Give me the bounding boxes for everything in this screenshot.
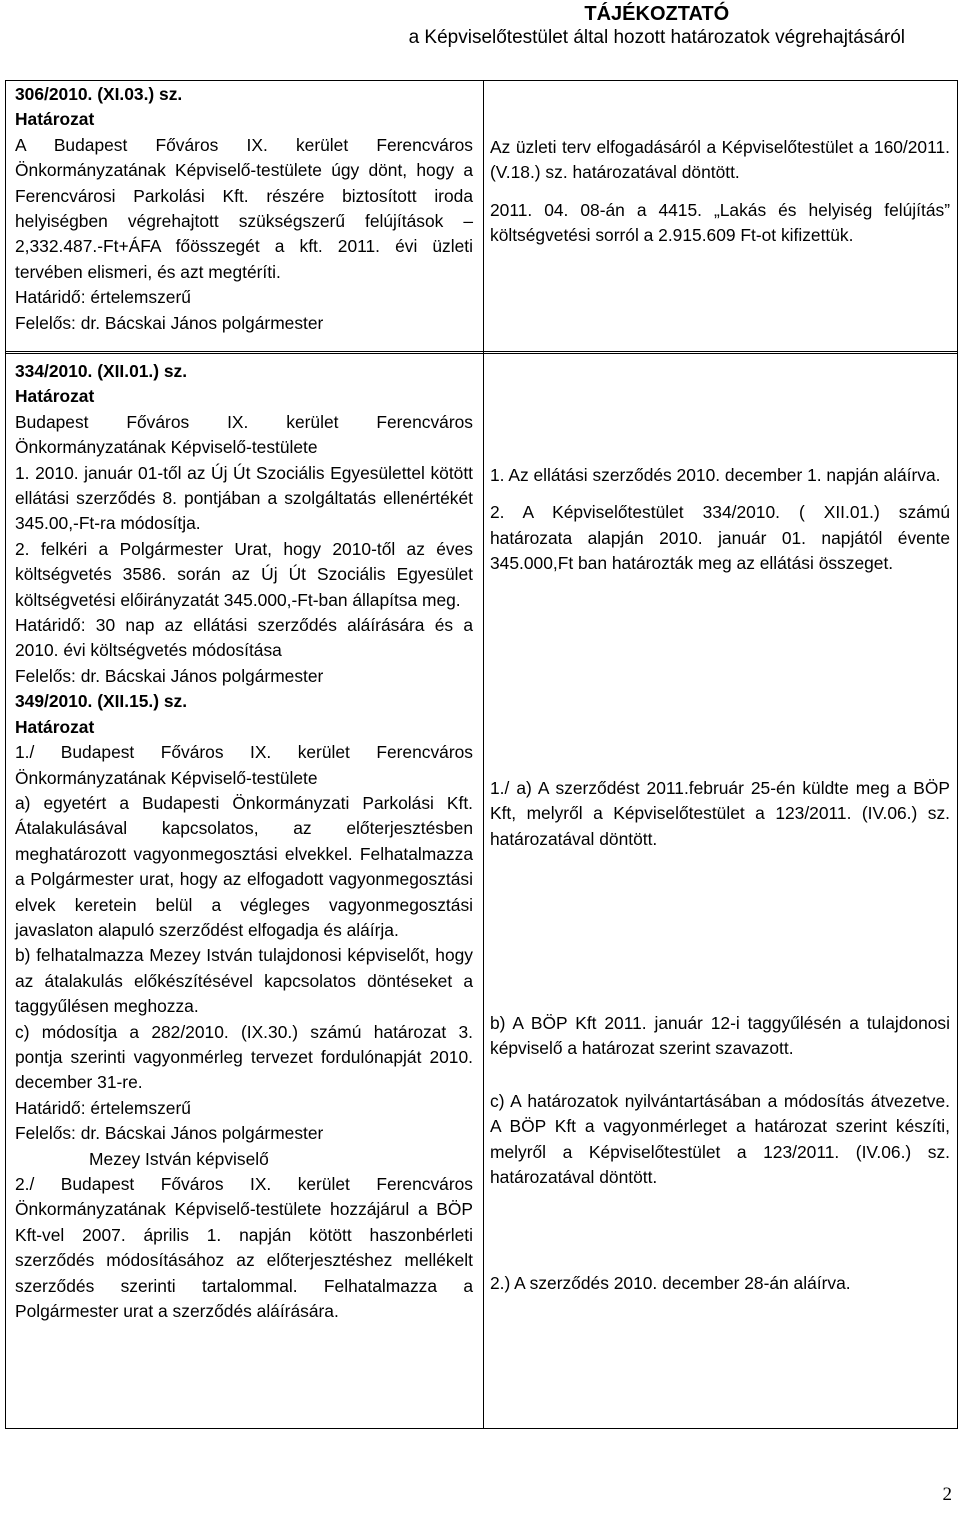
document-title: TÁJÉKOZTATÓ (584, 3, 730, 25)
resolution-responsible-2: Mezey István képviselő (89, 1148, 269, 1169)
resolution-responsible: Felelős: dr. Bácskai János polgármester (15, 1123, 324, 1144)
resolution-item: 1. 2010. január 01-től az Új Út Szociális Egyesülettel kötött ellátási szerződés 8. pontjában a szolgáltatás ellenértékét 345.00,-Ft-ra módosítja. (15, 462, 473, 534)
execution-note: 1./ a) A szerződést 2011.február 25-én küldte meg a BÖP Kft, melyről a Képviselőtestület a 123/2011. (IV.06.) sz. határozatával döntött. (490, 778, 950, 849)
resolution-heading: Határozat (15, 716, 95, 737)
execution-note: 1. Az ellátási szerződés 2010. december 1. napján aláírva. (490, 465, 941, 485)
resolution-intro: Önkormányzatának Képviselő-testülete (15, 767, 318, 788)
execution-note: 2011. 04. 08-án a 4415. „Lakás és helyiség felújítás” költségvetési sorról a 2.915.609 Ft-ot kifizettük. (490, 199, 950, 246)
execution-note: c) A határozatok nyilvántartásában a módosítás átvezetve. A BÖP Kft a vagyonmérleget a határozat szerint készíti, melyről a Képviselőtestület a 123/2011. (IV.06.) sz. határozatával döntött. (490, 1091, 950, 1188)
execution-note: 2.) A szerződés 2010. december 28-án aláírva. (490, 1273, 851, 1293)
document-header (409, 2, 905, 50)
row2-left-cell (15, 359, 473, 1324)
resolution-number: 349/2010. (XII.15.) sz. (15, 691, 188, 712)
row3-right-cell-a (490, 776, 950, 852)
resolution-intro: Önkormányzatának Képviselő-testülete (15, 437, 318, 458)
resolution-item-b: b) felhatalmazza Mezey István tulajdonosi képviselőt, hogy az átalakulás előkészítésével kapcsolatos döntéseket a taggyűlésen meghozza. (15, 945, 473, 1017)
resolution-responsible: Felelős: dr. Bácskai János polgármester (15, 665, 324, 686)
resolution-item: 2. felkéri a Polgármester Urat, hogy 2010-től az éves költségvetés 3586. során az Új Út Szociális Egyesület költségvetési előirányzatát 345.000,-Ft-ban állapítsa meg. (15, 538, 473, 610)
row3-right-cell-b (490, 1011, 950, 1062)
row1-right-cell (490, 135, 950, 249)
execution-note: 2. A Képviselőtestület 334/2010. ( XII.01.) számú határozata alapján 2010. január 01. napjától évente 345.000,Ft ban határozták meg az ellátási összeget. (490, 502, 950, 574)
row3-right-cell-2 (490, 1271, 950, 1296)
execution-note: b) A BÖP Kft 2011. január 12-i taggyűlésén a tulajdonosi képviselő a határozat szerint szavazott. (490, 1013, 950, 1059)
resolution-number: 334/2010. (XII.01.) sz. (15, 361, 188, 381)
resolution-deadline: Határidő: 30 nap az ellátási szerződés aláírására és a 2010. évi költségvetés módosítása (15, 615, 473, 661)
resolution-part-2: 2./ Budapest Főváros IX. kerület Ferencváros Önkormányzatának Képviselő-testülete hozzájárul a BÖP Kft-vel 2007. április 1. napján kötött haszonbérleti szerződés módosításához az előterjesztéshez mellékelt szerződés szerinti tartalommal. Felhatalmazza a Polgármester urat a szerződés aláírására. (15, 1174, 473, 1322)
resolution-number: 306/2010. (XI.03.) sz. (15, 84, 183, 104)
row1-left-cell (15, 82, 473, 336)
page-number: 2 (942, 1484, 952, 1505)
column-divider (483, 80, 484, 1428)
resolutions-table (5, 80, 958, 1428)
row2-right-cell (490, 463, 950, 577)
document-subtitle: a Képviselőtestület által hozott határozatok végrehajtásáról (408, 27, 905, 48)
row3-right-cell-c (490, 1089, 950, 1191)
resolution-deadline: Határidő: értelemszerű (15, 1097, 191, 1118)
execution-note: Az üzleti terv elfogadásáról a Képviselőtestület a 160/2011. (V.18.) sz. határozatával döntött. (490, 137, 950, 183)
resolution-heading: Határozat (15, 109, 95, 130)
resolution-heading: Határozat (15, 386, 95, 407)
resolution-intro: 1./ Budapest Főváros IX. kerület Ferencváros (15, 742, 473, 763)
resolution-text: A Budapest Főváros IX. kerület Ferencváros Önkormányzatának Képviselő-testülete úgy dönt, hogy a Ferencvárosi Parkolási Kft. részére biztosított iroda helyiségben végrehajtott szükségszerű felújítások – 2,332.487.-Ft+ÁFA főösszegét a kft. 2011. évi üzleti tervében elismeri, és azt megtéríti. (15, 134, 473, 282)
resolution-item-c: c) módosítja a 282/2010. (IX.30.) számú határozat 3. pontja szerinti vagyonmérleg tervezet fordulónapját 2010. december 31-re. (15, 1021, 473, 1093)
resolution-item-a: a) egyetért a Budapesti Önkormányzati Parkolási Kft. Átalakulásával kapcsolatos, az előterjesztésben meghatározott vagyonmegosztási elvekkel. Felhatalmazza a Polgármester urat, hogy az elfogadott vagyonmegosztási elvek keretein belül a végleges vagyonmegosztási javaslaton alapuló szerződést elfogadja és aláírja. (15, 792, 473, 940)
resolution-responsible: Felelős: dr. Bácskai János polgármester (15, 312, 324, 333)
resolution-deadline: Határidő: értelemszerű (15, 287, 191, 308)
resolution-intro: Budapest Főváros IX. kerület Ferencváros (15, 411, 473, 432)
